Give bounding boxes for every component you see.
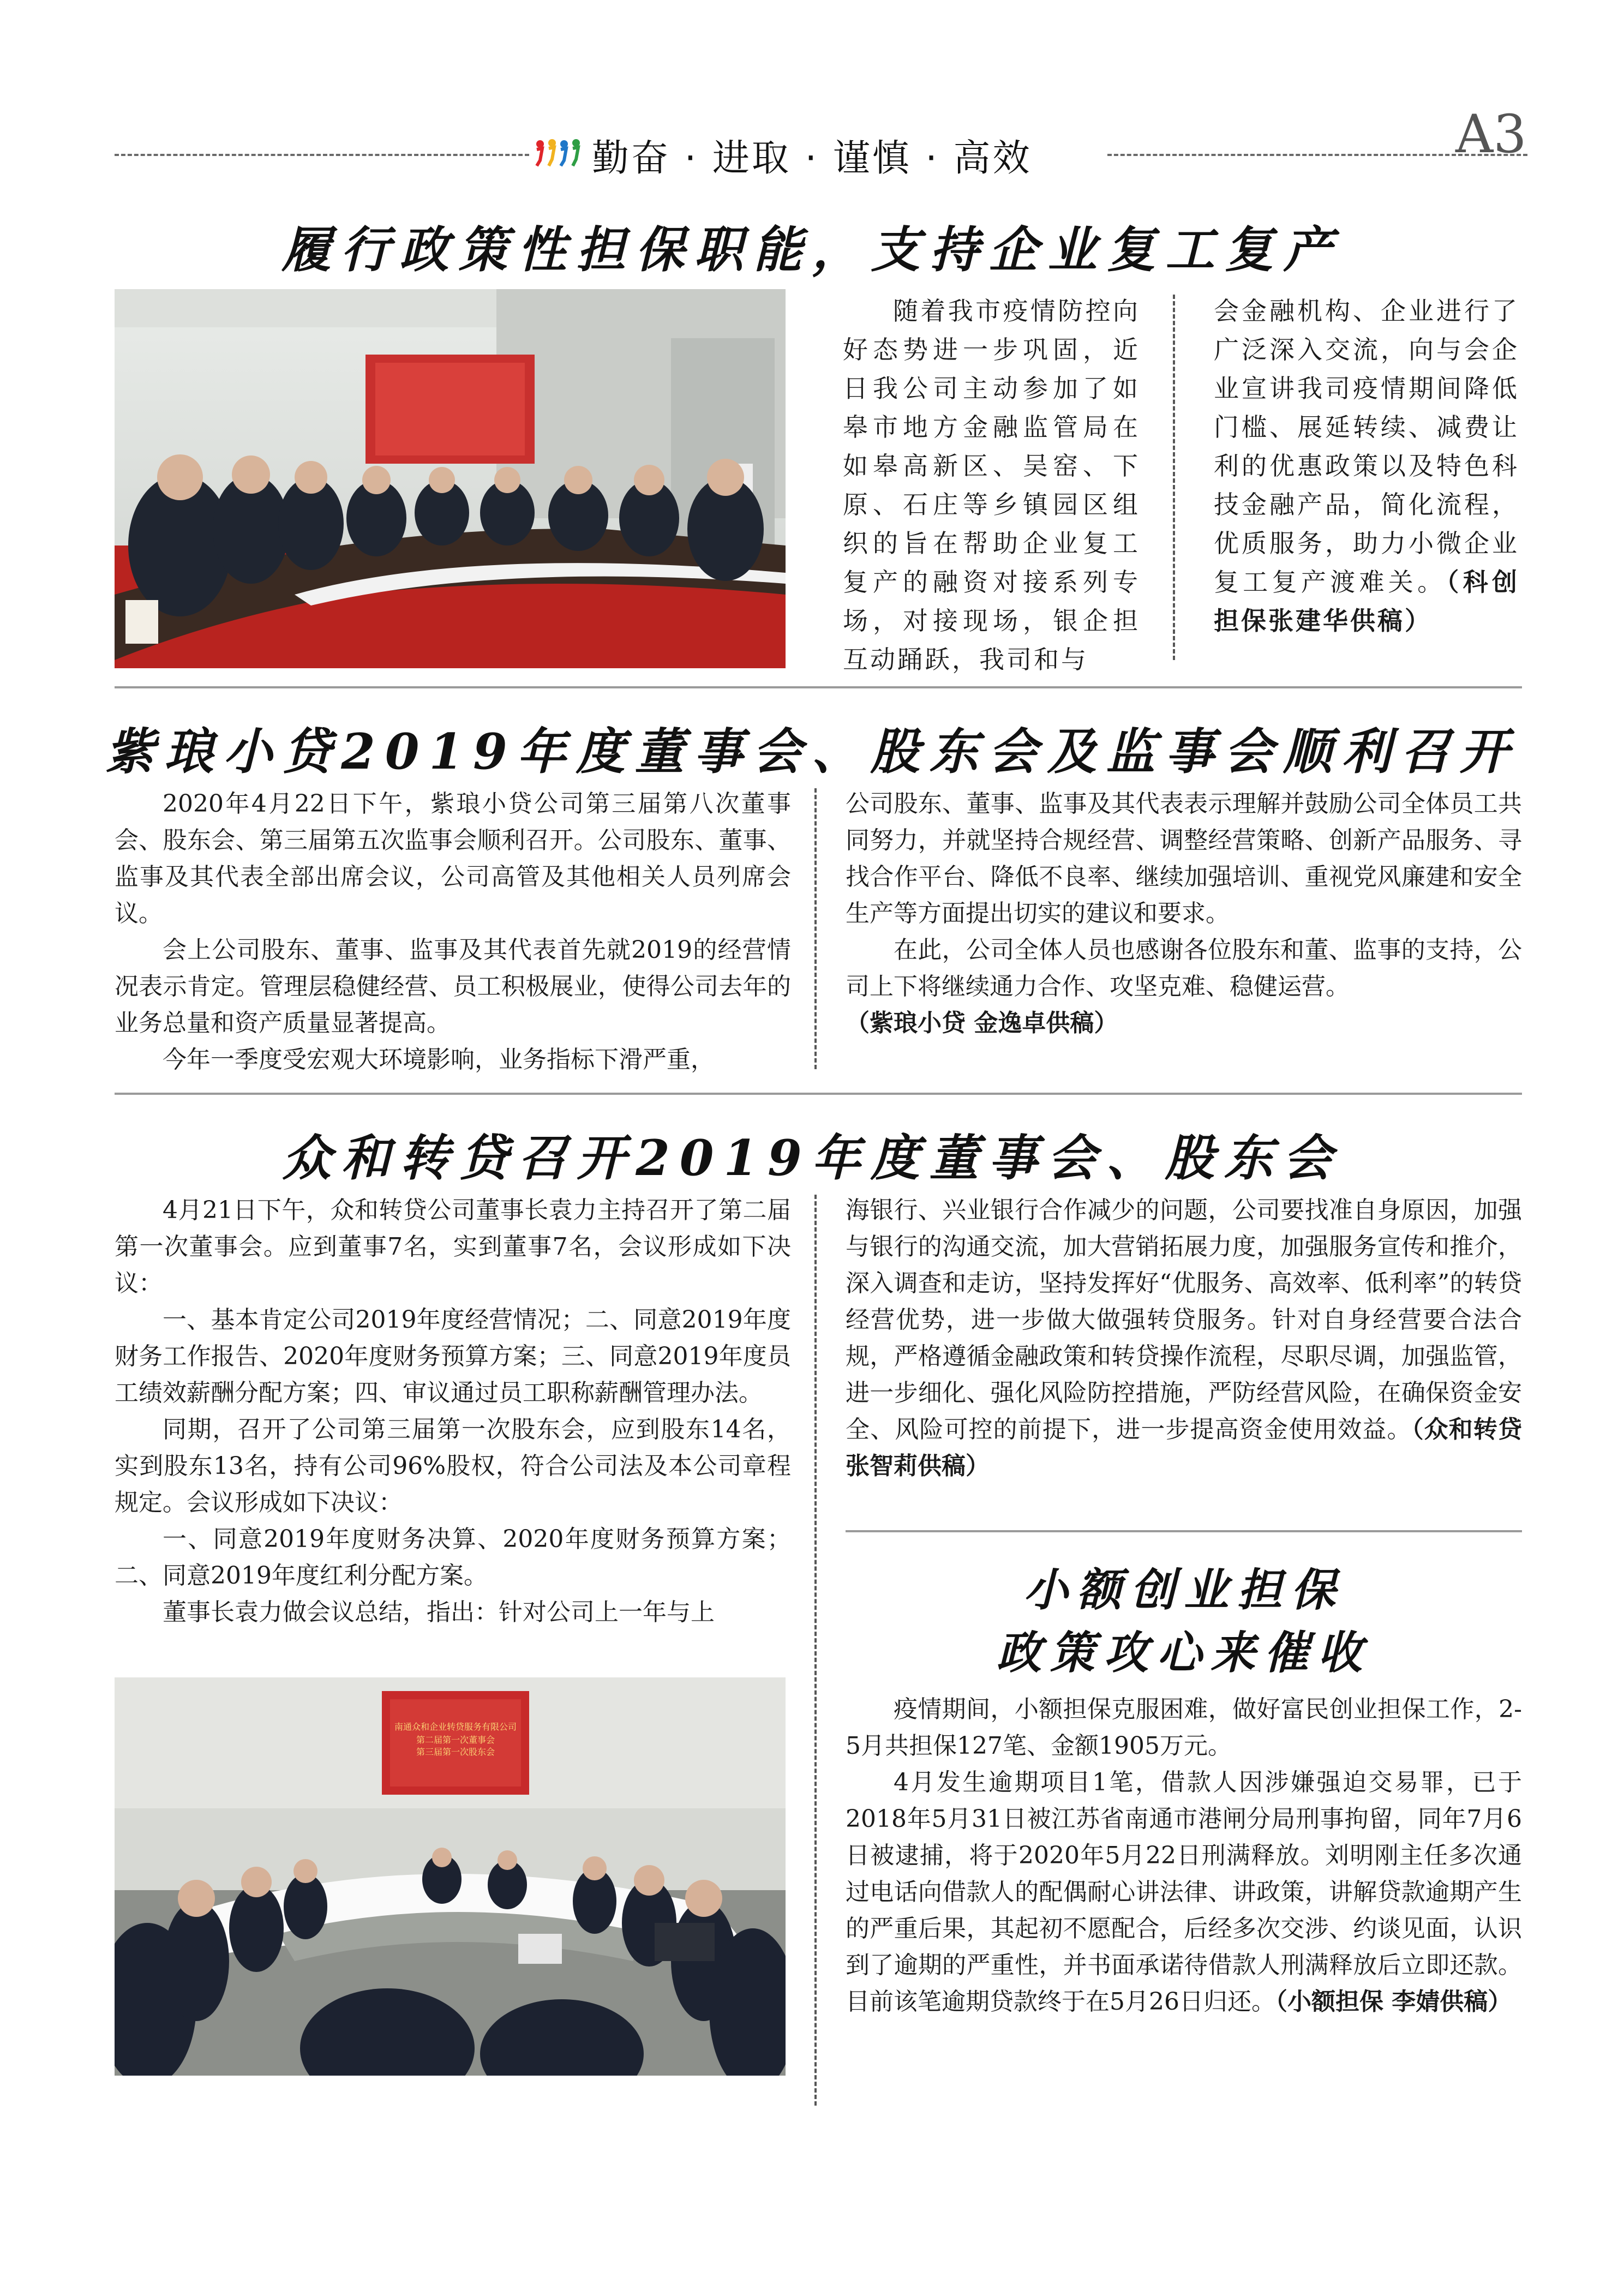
article2-right-column: [846, 786, 1522, 1041]
meeting-photo-1: [115, 289, 786, 668]
meeting-photo-2: [115, 1677, 786, 2076]
article1-credit: （科创担保张建华供稿）: [1214, 567, 1520, 636]
header-rule-left: [115, 154, 529, 156]
photo2-screen-line3: 第三届第一次股东会: [416, 1747, 495, 1757]
article4-title-line2: 政策攻心来催收: [997, 1627, 1371, 1679]
article3-right-p1: 海银行、兴业银行合作减少的问题，公司要找准自身原因，加强与银行的沟通交流，加大营销拓展力度，加强服务宣传和推介，深入调查和走访，坚持发挥好“优服务、高效率、低利率”的转贷经营优势，进一步做大做强转贷服务。针对自身经营要合法合规，严格遵循金融政策和转贷操作流程，尽职尽调，加强监管，进一步细化、强化风险防控措施，严防经营风险，在确保资金安全、风险可控的前提下，进一步提高资金使用效益。: [846, 1196, 1522, 1443]
article2-column-divider: [814, 788, 817, 1069]
photo2-screen-line2: 第二届第一次董事会: [416, 1735, 495, 1745]
article1-col2-text: 会金融机构、企业进行了广泛深入交流，向与会企业宣讲我司疫情期间降低门槛、展延转续、减费让利的优惠政策以及特色科技金融产品，简化流程，优质服务，助力小微企业复工复产渡难关。: [1214, 296, 1519, 597]
runners-logo-icon: [535, 136, 584, 169]
article1-column-2: [1214, 292, 1519, 640]
article3-left-p3: 同期，召开了公司第三届第一次股东会，应到股东14名，实到股东13名，持有公司96%股权，符合公司法及本公司章程规定。会议形成如下决议：: [115, 1416, 791, 1516]
section-rule-2: [115, 1093, 1522, 1095]
article3-left-p5: 董事长袁力做会议总结，指出：针对公司上一年与上: [163, 1598, 715, 1626]
article2-left-p2: 会上公司股东、董事、监事及其代表首先就2019的经营情况表示肯定。管理层稳健经营、员工积极展业，使得公司去年的业务总量和资产质量显著提高。: [115, 936, 791, 1037]
article4-top-rule: [846, 1530, 1522, 1532]
article1-col1-text: 随着我市疫情防控向好态势进一步巩固，近日我公司主动参加了如皋市地方金融监管局在如皋高新区、吴窑、下原、石庄等乡镇园区组织的旨在帮助企业复工复产的融资对接系列专场，对接现场，银企担互动踊跃，我司和与: [843, 296, 1140, 674]
page-number: A3: [1455, 104, 1527, 165]
photo2-screen-line1: 南通众和企业转贷服务有限公司: [394, 1722, 517, 1732]
article4-p1: 疫情期间，小额担保克服困难，做好富民创业担保工作，2-5月共担保127笔、金额1905万元。: [846, 1695, 1522, 1760]
article3-left-column: [115, 1192, 791, 1630]
article2-right-p1: 公司股东、董事、监事及其代表表示理解并鼓励公司全体员工共同努力，并就坚持合规经营、调整经营策略、创新产品服务、寻找合作平台、降低不良率、继续加强培训、重视党风廉建和安全生产等方面提出切实的建议和要求。: [846, 790, 1522, 927]
article4-title-line1: 小额创业担保: [1023, 1564, 1344, 1616]
article1-column-1: [843, 292, 1140, 679]
article3-title: 众和转贷召开2019年度董事会、股东会: [282, 1129, 1342, 1187]
article2-left-p1: 2020年4月22日下午，紫琅小贷公司第三届第八次董事会、股东会、第三届第五次监事会顺利召开。公司股东、董事、监事及其代表全部出席会议，公司高管及其他相关人员列席会议。: [115, 790, 791, 927]
article3-credit: （众和转贷 张智莉供稿）: [846, 1416, 1523, 1480]
article4-p2: 4月发生逾期项目1笔，借款人因涉嫌强迫交易罪，已于2018年5月31日被江苏省南通市港闸分局刑事拘留，同年7月6日被逮捕，将于2020年5月22日刑满释放。刘明刚主任多次通过电话向借款人的配偶耐心讲法律、讲政策，讲解贷款逾期产生的严重后果，其起初不愿配合，后经多次交涉、约谈见面，认识到了逾期的严重性，并书面承诺待借款人刑满释放后立即还款。目前该笔逾期贷款终于在5月26日归还。: [846, 1769, 1522, 2016]
header-slogan: 勤奋 · 进取 · 谨慎 · 高效: [592, 137, 1032, 180]
article2-credit: （紫琅小贷 金逸卓供稿）: [846, 1009, 1118, 1037]
article2-left-column: [115, 786, 791, 1078]
article2-title: 紫琅小贷2019年度董事会、股东会及监事会顺利召开: [105, 723, 1519, 781]
article4-body: [846, 1691, 1522, 2020]
article2-left-p3: 今年一季度受宏观大环境影响，业务指标下滑严重，: [163, 1046, 715, 1074]
article3-right-column: [846, 1192, 1522, 1484]
article2-right-p2: 在此，公司全体人员也感谢各位股东和董、监事的支持，公司上下将继续通力合作、攻坚克难、稳健运营。: [846, 936, 1522, 1000]
article4-credit: （小额担保 李婧供稿）: [1275, 1988, 1512, 2016]
article3-left-p1: 4月21日下午，众和转贷公司董事长袁力主持召开了第二届第一次董事会。应到董事7名，实到董事7名，会议形成如下决议：: [115, 1196, 791, 1297]
section-rule-1: [115, 686, 1522, 688]
article1-title: 履行政策性担保职能，支持企业复工复产: [281, 221, 1343, 279]
article1-column-divider: [1173, 295, 1175, 660]
article3-left-p4: 一、同意2019年度财务决算、2020年度财务预算方案；二、同意2019年度红利分配方案。: [115, 1525, 791, 1590]
article3-column-divider: [814, 1195, 817, 2106]
article3-left-p2: 一、基本肯定公司2019年度经营情况；二、同意2019年度财务工作报告、2020年度财务预算方案；三、同意2019年度员工绩效薪酬分配方案；四、审议通过员工职称薪酬管理办法。: [115, 1306, 791, 1407]
